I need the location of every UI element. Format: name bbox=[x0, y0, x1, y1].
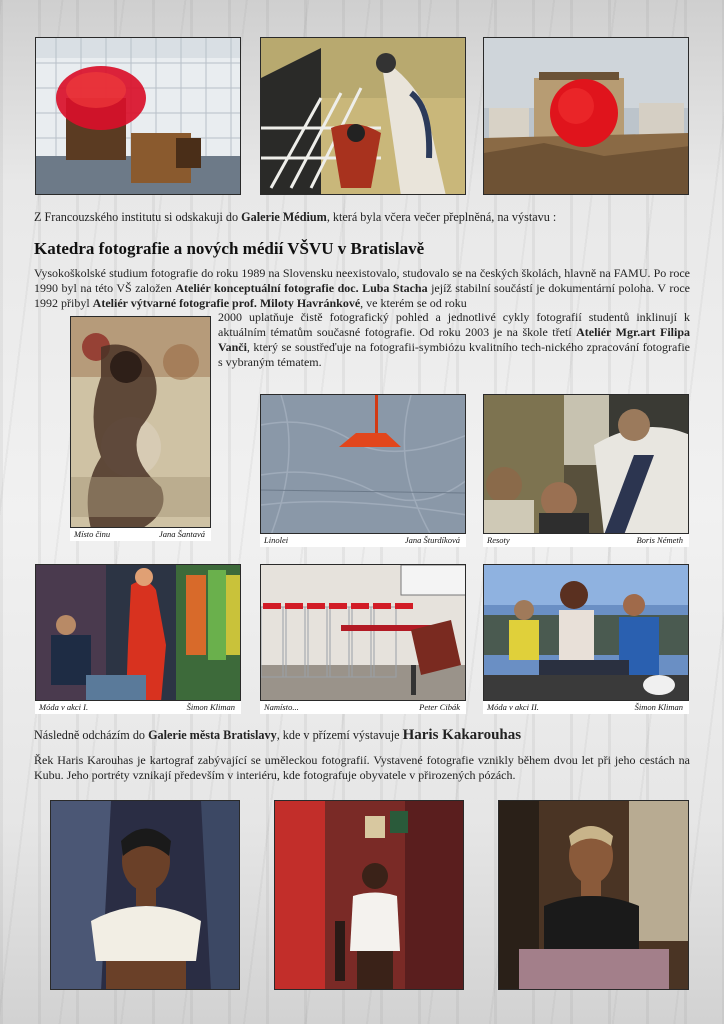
caption-author: Peter Cibák bbox=[419, 702, 460, 712]
atelier-havrankova: Ateliér výtvarné fotografie prof. Miloty Havránkové bbox=[92, 296, 361, 310]
caption-author: Šimon Kliman bbox=[634, 702, 683, 712]
para1-text-3: , ve kterém se od roku bbox=[360, 296, 467, 310]
caption-moda-v-akci-1 bbox=[35, 701, 241, 714]
caption-author: Jana Šturdíková bbox=[404, 535, 460, 545]
intro2-text-after: , kde v přízemí výstavuje bbox=[276, 728, 403, 742]
photo-portrait-2 bbox=[274, 800, 464, 990]
intro-text-after: , která byla včera večer přeplněná, na výstavu : bbox=[326, 210, 557, 224]
caption-namisto bbox=[260, 701, 466, 714]
para1-text-2: jejíž stabilní součástí je dokumentární poloha. V roce 1992 přibyl bbox=[34, 281, 691, 310]
photo-linolei bbox=[260, 394, 466, 534]
photo-portrait-3 bbox=[498, 800, 689, 990]
photo-red-circle-ruins bbox=[483, 37, 689, 195]
paragraph-kakarouhas: Řek Haris Karouhas je kartograf zabývající se uměleckou fotografií. Vystavené fotografie vznikly během dvou let při jeho cestách na Kubu. Jeho portréty vznikají především v interiéru, kde fotografuje obyvatele v přirozených pózách. bbox=[34, 753, 690, 782]
caption-title: Móda v akci II. bbox=[487, 702, 539, 712]
intro2-text-before: Následně odcházím do bbox=[34, 728, 149, 742]
caption-author: Jana Šantavá bbox=[158, 529, 205, 539]
intro2-line bbox=[34, 728, 694, 743]
photo-namisto bbox=[260, 564, 466, 701]
atelier-vanci: Ateliér Mgr.art Filipa Vanči bbox=[218, 325, 690, 354]
paragraph-vsvu bbox=[34, 266, 690, 311]
photo-misto-cinu bbox=[70, 316, 211, 528]
caption-title: Resoty bbox=[487, 535, 510, 545]
photo-moda-v-akci-2 bbox=[483, 564, 689, 701]
caption-resoty bbox=[483, 534, 689, 547]
photo-moda-v-akci-1 bbox=[35, 564, 241, 701]
paragraph-vsvu-continued bbox=[218, 310, 690, 370]
intro-text-before: Z Francouzského institutu si odskakuji do bbox=[34, 210, 242, 224]
caption-title: Linolei bbox=[264, 535, 289, 545]
para1-cont-text-2: , který se soustřeďuje na fotografii-symbiózu kvalitního tech-nického zpracování fotografie s vybraným tématem. bbox=[218, 340, 690, 369]
caption-title: Místo činu bbox=[74, 529, 111, 539]
caption-author: Šimon Kliman bbox=[186, 702, 235, 712]
photo-resoty bbox=[483, 394, 689, 534]
section-heading-vsvu: Katedra fotografie a nových médií VŠVU v Bratislavě bbox=[34, 239, 425, 258]
caption-title: Móda v akci I. bbox=[39, 702, 89, 712]
intro-line bbox=[34, 210, 694, 225]
artist-name: Haris Kakarouhas bbox=[402, 727, 522, 743]
gallery-medium-name: Galerie Médium bbox=[241, 210, 327, 224]
para1-cont-text-1: 2000 uplatňuje čistě fotografický pohled a jednotlivé cykly fotografií studentů inklinují k aktuálním tématům současné fotografie. Od roku 2003 je na škole třetí bbox=[218, 310, 690, 339]
photo-red-room bbox=[35, 37, 241, 195]
photo-portrait-1 bbox=[50, 800, 240, 990]
photo-mural-stairs bbox=[260, 37, 466, 195]
caption-linolei bbox=[260, 534, 466, 547]
gallery-bratislava-name: Galerie města Bratislavy bbox=[148, 728, 277, 742]
caption-title: Namísto... bbox=[264, 702, 299, 712]
atelier-stacha: Ateliér konceptuální fotografie doc. Luba Stacha bbox=[175, 281, 428, 295]
caption-misto-cinu bbox=[70, 528, 211, 541]
caption-moda-v-akci-2 bbox=[483, 701, 689, 714]
para1-text-1: Vysokoškolské studium fotografie do roku 1989 na Slovensku neexistovalo, studovalo se na českých školách, hlavně na FAMU. Po roce 1990 byl na této VŠ založen bbox=[34, 266, 690, 295]
caption-author: Boris Németh bbox=[636, 535, 683, 545]
